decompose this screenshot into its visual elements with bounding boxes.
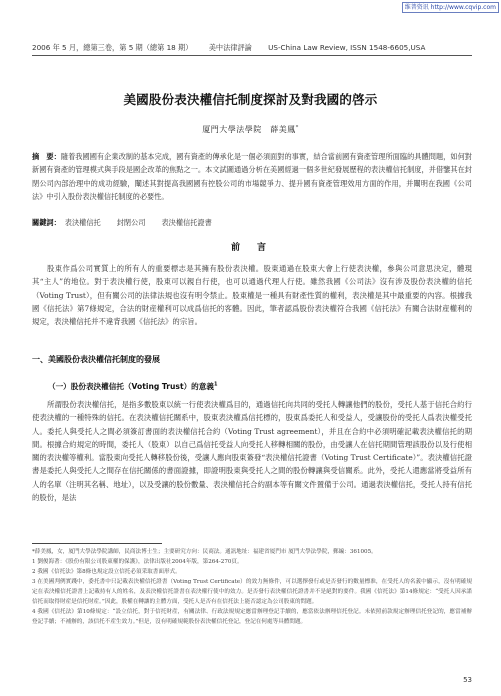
article-title: 美國股份表決權信托制度探討及對我國的啓示 <box>123 92 378 107</box>
author-line <box>0 124 501 135</box>
journal-name-cn: 美中法律評論 <box>208 43 252 52</box>
section-heading: 一、美國股份表決權信托制度的發展 <box>32 355 160 364</box>
keywords-label: 關鍵詞： <box>32 218 61 227</box>
subsection-heading <box>48 381 217 392</box>
author-name: 厦門大學法學院 薛美鳳 <box>202 125 296 134</box>
abstract-text: 隨着我國國有企業改制的基本完成，國有資產的傳承化是一個必須面對的事實，結合當前國有資產管理所面臨的具體問題，如何對新國有資產的管理模式與手段是國企改革的焦點之一。本文試圖通過分析在美國經過一個多世紀發展歷程的表決權信托制度，并借鑒其在封閉公司內部治理中的成功經驗，闡述其對提高我國國有控股公司的市場競爭力、提升國有資產管理效用方面的作用，并闡明在我國《公司法》中引入股份表決權信托制度的必要性。 <box>32 152 472 202</box>
abstract-label: 摘 要： <box>32 152 61 161</box>
watermark-stamp: 维普资讯 http://www.cqvip.com <box>402 2 499 13</box>
keywords <box>32 218 228 228</box>
running-header <box>32 43 439 53</box>
abstract <box>32 150 472 204</box>
author-footnote-mark: * <box>295 124 299 131</box>
footnote: 1 劉俊海著：《股份有限公司股東權的保護》，法律出版社2004年版，第264-270頁。 <box>32 559 243 565</box>
footnote: 2 我國《信托法》第8條也規定設立信托必須采取書面形式。 <box>32 569 181 575</box>
journal-name-en: US-China Law Review, ISSN 1548-6605,USA <box>268 43 426 52</box>
issue-date: 2006 年 5 月，總第三卷，第 5 期（總第 18 期） <box>32 43 193 52</box>
page-number: 53 <box>463 676 472 684</box>
footnote: 3 在美國判例實踐中，委托書中只記載表決權信托證書（Voting Trust Certificate）的效力無條件，可以選擇發行或是否發行的數量標准，在受托人的名義中顯示，沒有明確規定在表決權信托證書上記載持有人的姓名，及表決權信托證書在表決權行使中的效力。是否發行表決權信托證書并不是絕對的要件。我國《信托法》第14條規定：“受托人因承諾信托而取得財産是信托財産。”因此，股權在轉讓的主體方面，受托人是否有在信托法上能否認定為公司股東的問題。 <box>32 579 472 605</box>
footnote: *薛美鳳，女，厦門大學法學院講師，民商法博士生；主要研究方向：民商法。通訊地址：福建省厦門市 厦門大學法學院，郵編：361005。 <box>32 549 377 555</box>
keyword-item: 封閉公司 <box>116 218 146 227</box>
preface-paragraph: 股東作爲公司實質上的所有人的重要標志是其擁有股份表決權。股東通過在股東大會上行使表決權，參與公司意思決定，體現其“主人”的地位。對于表決權行使，股東可以親自行使，也可以通過代理人行使。雖然我國《公司法》沒有涉及股份表決權的信托（Voting Trust），但有關公司的法律法規也沒有明令禁止。股東權是一種具有財產性質的權利，表決權是其中最重要的內容。根據我國《信托法》第7條規定，合法的財産權利可以成爲信托的客體。因此，筆者認爲股份表決權符合我國《信托法》有關合法財産權利的規定，表決權信托并不違背我國《信托法》的宗旨。 <box>32 264 472 327</box>
footnote-rule <box>32 543 162 544</box>
subsection-footnote-mark: 1 <box>213 381 218 388</box>
keyword-item: 表決權信托證書 <box>161 218 212 227</box>
keyword-item: 表決權信托 <box>64 218 101 227</box>
section-paragraph: 所謂股份表決權信托，是指多數股東以統一行使表決權爲目的，通過信托向共同的受托人轉讓他們的股份，受托人基于信托合約行使表決權的一種特殊的信托。在表決權信托關系中，股東表決權爲信托標的，股東爲委托人和受益人，受讓股份的受托人爲表決權受托人。委托人與受托人之間必須簽訂書面的表決權信托合約（Voting Trust agreement），并且在合約中必須明確記載表決權信托的期間。根據合約規定的時間，委托人（股東）以自己爲信托受益人向受托人移轉相關的股份，由受讓人在信托期間管理該股份以及行使相關的表決權等權利。當股東向受托人轉移股份後，受讓人應向股東簽發“表決權信托證書（Voting Trust Certificate）”。表決權信托證書是委托人與受托人之間存在信托關係的書面證據，即證明股東與受托人之間的股份轉讓與受信關系。此外，受托人還應當將受益所有人的名單（注明其名稱、地址），以及受讓的股份數量、表決權信托合約副本等有關文件置備于公司。通過表決權信托，受托人持有信托的股份，是法 <box>32 400 472 503</box>
subsection-heading-text: （一）股份表決權信托（Voting Trust）的意義 <box>48 382 214 391</box>
footnotes <box>32 547 472 627</box>
footnote: 4 我國《信托法》第10條規定：“設立信托，對于信托財産，有關法律、行政法規規定應當辦理登記手續的，應當依法辦理信托登記。未依照前款規定辦理信托登記的，應當補辦登記手續；不補辦的，該信托不産生效力。”但是，沒有明確規範股份表決權信托登記，登記在何處等具體問題。 <box>32 609 472 625</box>
header-rule <box>32 55 472 56</box>
preface-heading: 前 言 <box>230 243 270 253</box>
